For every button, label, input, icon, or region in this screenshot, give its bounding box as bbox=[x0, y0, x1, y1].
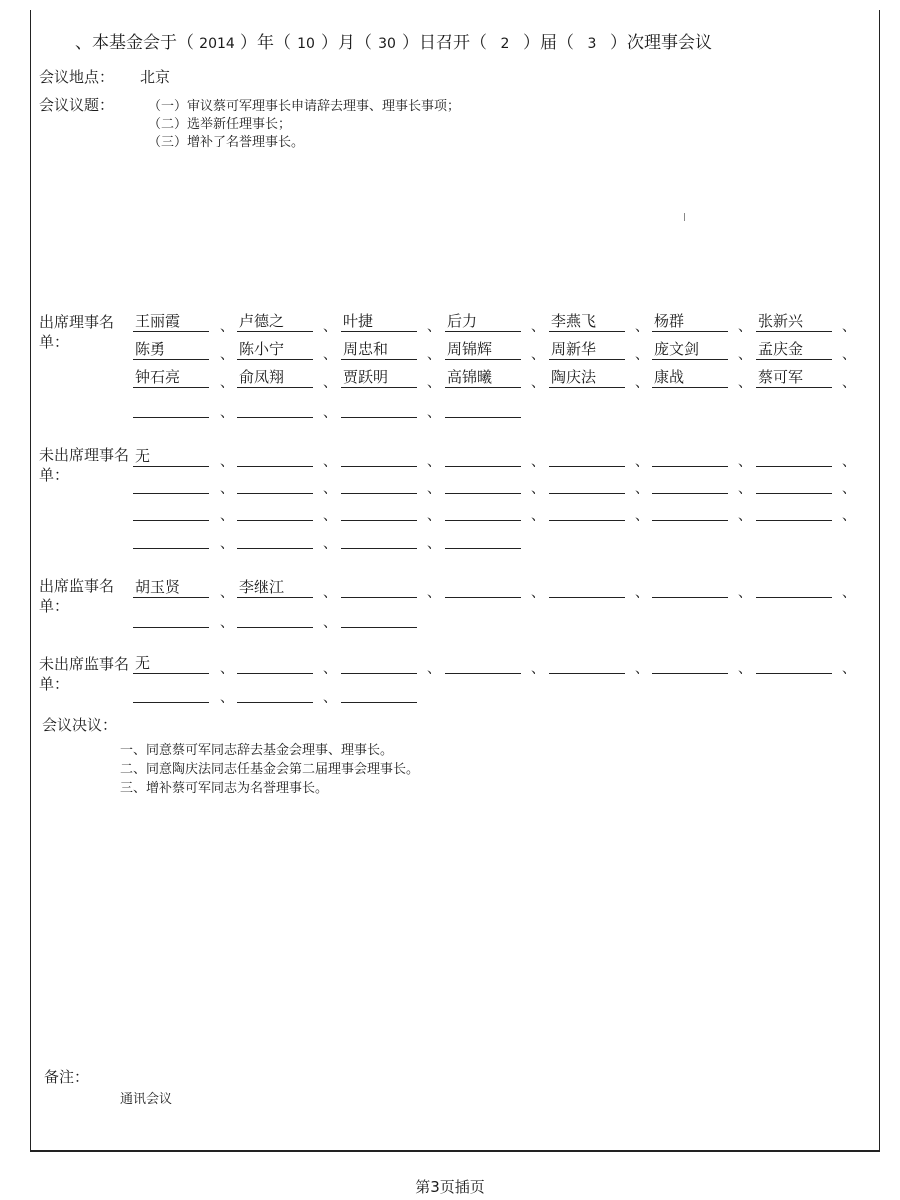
name-slot: 叶捷 bbox=[341, 310, 417, 332]
name-separator: 、 bbox=[531, 347, 545, 363]
name-slot: 周忠和 bbox=[341, 338, 417, 360]
name-separator: 、 bbox=[635, 661, 649, 677]
name-slot: 卢德之 bbox=[237, 310, 313, 332]
name-slot bbox=[445, 576, 521, 598]
agenda-label: 会议议题： bbox=[39, 96, 115, 114]
name-separator: 、 bbox=[738, 347, 752, 363]
name-separator: 、 bbox=[842, 481, 856, 497]
name-slot bbox=[445, 472, 521, 494]
absent-directors-label: 未出席理事名单： bbox=[39, 446, 130, 484]
name-slot bbox=[341, 681, 417, 703]
name-separator: 、 bbox=[323, 405, 337, 421]
name-slot: 胡玉贤 bbox=[133, 576, 209, 598]
name-slot bbox=[549, 576, 625, 598]
name-separator: 、 bbox=[220, 690, 234, 706]
name-slot bbox=[237, 606, 313, 628]
agenda-item: （一）审议蔡可军理事长申请辞去理事、理事长事项； bbox=[148, 99, 461, 114]
name-separator: 、 bbox=[323, 347, 337, 363]
name-separator: 、 bbox=[842, 661, 856, 677]
title-meeting-no: 3 bbox=[587, 36, 597, 52]
name-separator: 、 bbox=[531, 375, 545, 391]
resolution-item: 二、同意陶庆法同志任基金会第二届理事会理事长。 bbox=[120, 762, 420, 777]
name-slot: 杨群 bbox=[652, 310, 728, 332]
name-slot bbox=[341, 396, 417, 418]
name-slot bbox=[341, 445, 417, 467]
remarks-label: 备注： bbox=[44, 1068, 90, 1086]
name-separator: 、 bbox=[842, 347, 856, 363]
name-separator: 、 bbox=[220, 481, 234, 497]
name-slot bbox=[237, 527, 313, 549]
name-slot: 无 bbox=[133, 445, 209, 467]
name-slot bbox=[133, 396, 209, 418]
name-separator: 、 bbox=[531, 454, 545, 470]
name-separator: 、 bbox=[842, 508, 856, 524]
name-separator: 、 bbox=[738, 661, 752, 677]
name-separator: 、 bbox=[738, 454, 752, 470]
title-meeting-unit: ）次理事会议 bbox=[610, 33, 712, 53]
name-slot bbox=[445, 396, 521, 418]
name-slot: 王丽霞 bbox=[133, 310, 209, 332]
resolution-item: 三、增补蔡可军同志为名誉理事长。 bbox=[120, 781, 329, 796]
name-slot bbox=[341, 606, 417, 628]
name-slot bbox=[237, 681, 313, 703]
name-separator: 、 bbox=[738, 508, 752, 524]
name-separator: 、 bbox=[842, 585, 856, 601]
title-day-unit: ）日召开（ bbox=[402, 33, 487, 53]
name-slot bbox=[756, 499, 832, 521]
name-slot: 陈小宁 bbox=[237, 338, 313, 360]
name-separator: 、 bbox=[220, 319, 234, 335]
name-slot: 俞凤翔 bbox=[237, 366, 313, 388]
name-slot: 陶庆法 bbox=[549, 366, 625, 388]
name-separator: 、 bbox=[842, 319, 856, 335]
name-separator: 、 bbox=[323, 375, 337, 391]
name-slot bbox=[652, 652, 728, 674]
name-separator: 、 bbox=[323, 536, 337, 552]
name-slot bbox=[756, 445, 832, 467]
name-slot bbox=[549, 499, 625, 521]
attending-directors-label: 出席理事名单： bbox=[39, 313, 115, 351]
name-separator: 、 bbox=[635, 375, 649, 391]
location-value: 北京 bbox=[140, 68, 171, 86]
title-session-unit: ）届（ bbox=[523, 33, 574, 53]
name-separator: 、 bbox=[635, 347, 649, 363]
name-separator: 、 bbox=[220, 454, 234, 470]
name-separator: 、 bbox=[427, 661, 441, 677]
name-separator: 、 bbox=[427, 319, 441, 335]
name-separator: 、 bbox=[220, 375, 234, 391]
title-day: 30 bbox=[378, 36, 396, 52]
name-separator: 、 bbox=[531, 319, 545, 335]
name-slot bbox=[756, 472, 832, 494]
name-slot: 贾跃明 bbox=[341, 366, 417, 388]
name-slot bbox=[133, 472, 209, 494]
name-separator: 、 bbox=[738, 481, 752, 497]
name-slot bbox=[445, 527, 521, 549]
name-slot bbox=[237, 396, 313, 418]
name-separator: 、 bbox=[427, 454, 441, 470]
name-separator: 、 bbox=[635, 481, 649, 497]
title-year: 2014 bbox=[199, 36, 235, 52]
name-slot bbox=[237, 652, 313, 674]
name-separator: 、 bbox=[427, 375, 441, 391]
title-prefix: 、本基金会于（ bbox=[75, 33, 194, 53]
scan-speck bbox=[684, 213, 685, 221]
resolutions-label: 会议决议： bbox=[42, 716, 118, 734]
name-slot bbox=[133, 499, 209, 521]
name-separator: 、 bbox=[220, 536, 234, 552]
name-separator: 、 bbox=[427, 405, 441, 421]
name-separator: 、 bbox=[220, 508, 234, 524]
name-separator: 、 bbox=[635, 319, 649, 335]
name-slot: 李继江 bbox=[237, 576, 313, 598]
agenda-item: （三）增补了名誉理事长。 bbox=[148, 135, 305, 150]
name-slot bbox=[445, 652, 521, 674]
name-slot bbox=[341, 576, 417, 598]
name-slot: 周新华 bbox=[549, 338, 625, 360]
name-separator: 、 bbox=[635, 508, 649, 524]
name-separator: 、 bbox=[842, 454, 856, 470]
name-separator: 、 bbox=[323, 454, 337, 470]
name-separator: 、 bbox=[427, 508, 441, 524]
name-slot: 康战 bbox=[652, 366, 728, 388]
agenda-item: （二）选举新任理事长； bbox=[148, 117, 292, 132]
name-slot bbox=[445, 499, 521, 521]
name-slot: 周锦辉 bbox=[445, 338, 521, 360]
name-slot bbox=[756, 576, 832, 598]
name-slot bbox=[237, 445, 313, 467]
name-slot bbox=[756, 652, 832, 674]
name-slot bbox=[652, 576, 728, 598]
name-slot bbox=[341, 472, 417, 494]
name-separator: 、 bbox=[635, 454, 649, 470]
name-separator: 、 bbox=[427, 347, 441, 363]
name-slot bbox=[652, 445, 728, 467]
name-separator: 、 bbox=[323, 661, 337, 677]
name-separator: 、 bbox=[220, 405, 234, 421]
page-footer: 第3页插页 bbox=[415, 1178, 485, 1196]
name-slot: 钟石亮 bbox=[133, 366, 209, 388]
name-slot: 庞文剑 bbox=[652, 338, 728, 360]
name-slot bbox=[445, 445, 521, 467]
name-separator: 、 bbox=[531, 508, 545, 524]
name-slot: 孟庆金 bbox=[756, 338, 832, 360]
name-slot bbox=[237, 499, 313, 521]
name-separator: 、 bbox=[323, 615, 337, 631]
name-separator: 、 bbox=[220, 585, 234, 601]
name-slot bbox=[341, 527, 417, 549]
title-month-unit: ）月（ bbox=[321, 33, 372, 53]
name-slot: 蔡可军 bbox=[756, 366, 832, 388]
name-separator: 、 bbox=[323, 481, 337, 497]
name-separator: 、 bbox=[635, 585, 649, 601]
name-separator: 、 bbox=[323, 508, 337, 524]
name-separator: 、 bbox=[842, 375, 856, 391]
name-slot bbox=[133, 527, 209, 549]
title-month: 10 bbox=[297, 36, 315, 52]
name-separator: 、 bbox=[531, 481, 545, 497]
name-separator: 、 bbox=[323, 319, 337, 335]
name-separator: 、 bbox=[323, 585, 337, 601]
name-slot bbox=[652, 472, 728, 494]
absent-supervisors-label: 未出席监事名单： bbox=[39, 655, 130, 693]
name-slot bbox=[549, 652, 625, 674]
name-slot: 后力 bbox=[445, 310, 521, 332]
name-slot bbox=[237, 472, 313, 494]
name-slot: 陈勇 bbox=[133, 338, 209, 360]
name-separator: 、 bbox=[427, 536, 441, 552]
meeting-title bbox=[75, 28, 712, 53]
name-slot: 无 bbox=[133, 652, 209, 674]
name-slot: 李燕飞 bbox=[549, 310, 625, 332]
name-separator: 、 bbox=[738, 585, 752, 601]
name-slot bbox=[133, 681, 209, 703]
name-separator: 、 bbox=[531, 585, 545, 601]
name-separator: 、 bbox=[427, 481, 441, 497]
name-separator: 、 bbox=[323, 690, 337, 706]
name-slot bbox=[652, 499, 728, 521]
name-separator: 、 bbox=[220, 347, 234, 363]
resolution-item: 一、同意蔡可军同志辞去基金会理事、理事长。 bbox=[120, 743, 394, 758]
name-slot: 高锦曦 bbox=[445, 366, 521, 388]
name-slot: 张新兴 bbox=[756, 310, 832, 332]
name-slot bbox=[133, 606, 209, 628]
name-separator: 、 bbox=[738, 375, 752, 391]
name-slot bbox=[341, 499, 417, 521]
title-year-unit: ）年（ bbox=[240, 33, 291, 53]
title-session: 2 bbox=[500, 36, 510, 52]
location-label: 会议地点： bbox=[39, 68, 115, 86]
name-separator: 、 bbox=[220, 615, 234, 631]
remarks-value: 通讯会议 bbox=[120, 1092, 173, 1107]
name-separator: 、 bbox=[427, 585, 441, 601]
name-separator: 、 bbox=[738, 319, 752, 335]
name-separator: 、 bbox=[220, 661, 234, 677]
attending-supervisors-label: 出席监事名单： bbox=[39, 577, 115, 615]
name-separator: 、 bbox=[531, 661, 545, 677]
name-slot bbox=[549, 445, 625, 467]
name-slot bbox=[549, 472, 625, 494]
name-slot bbox=[341, 652, 417, 674]
